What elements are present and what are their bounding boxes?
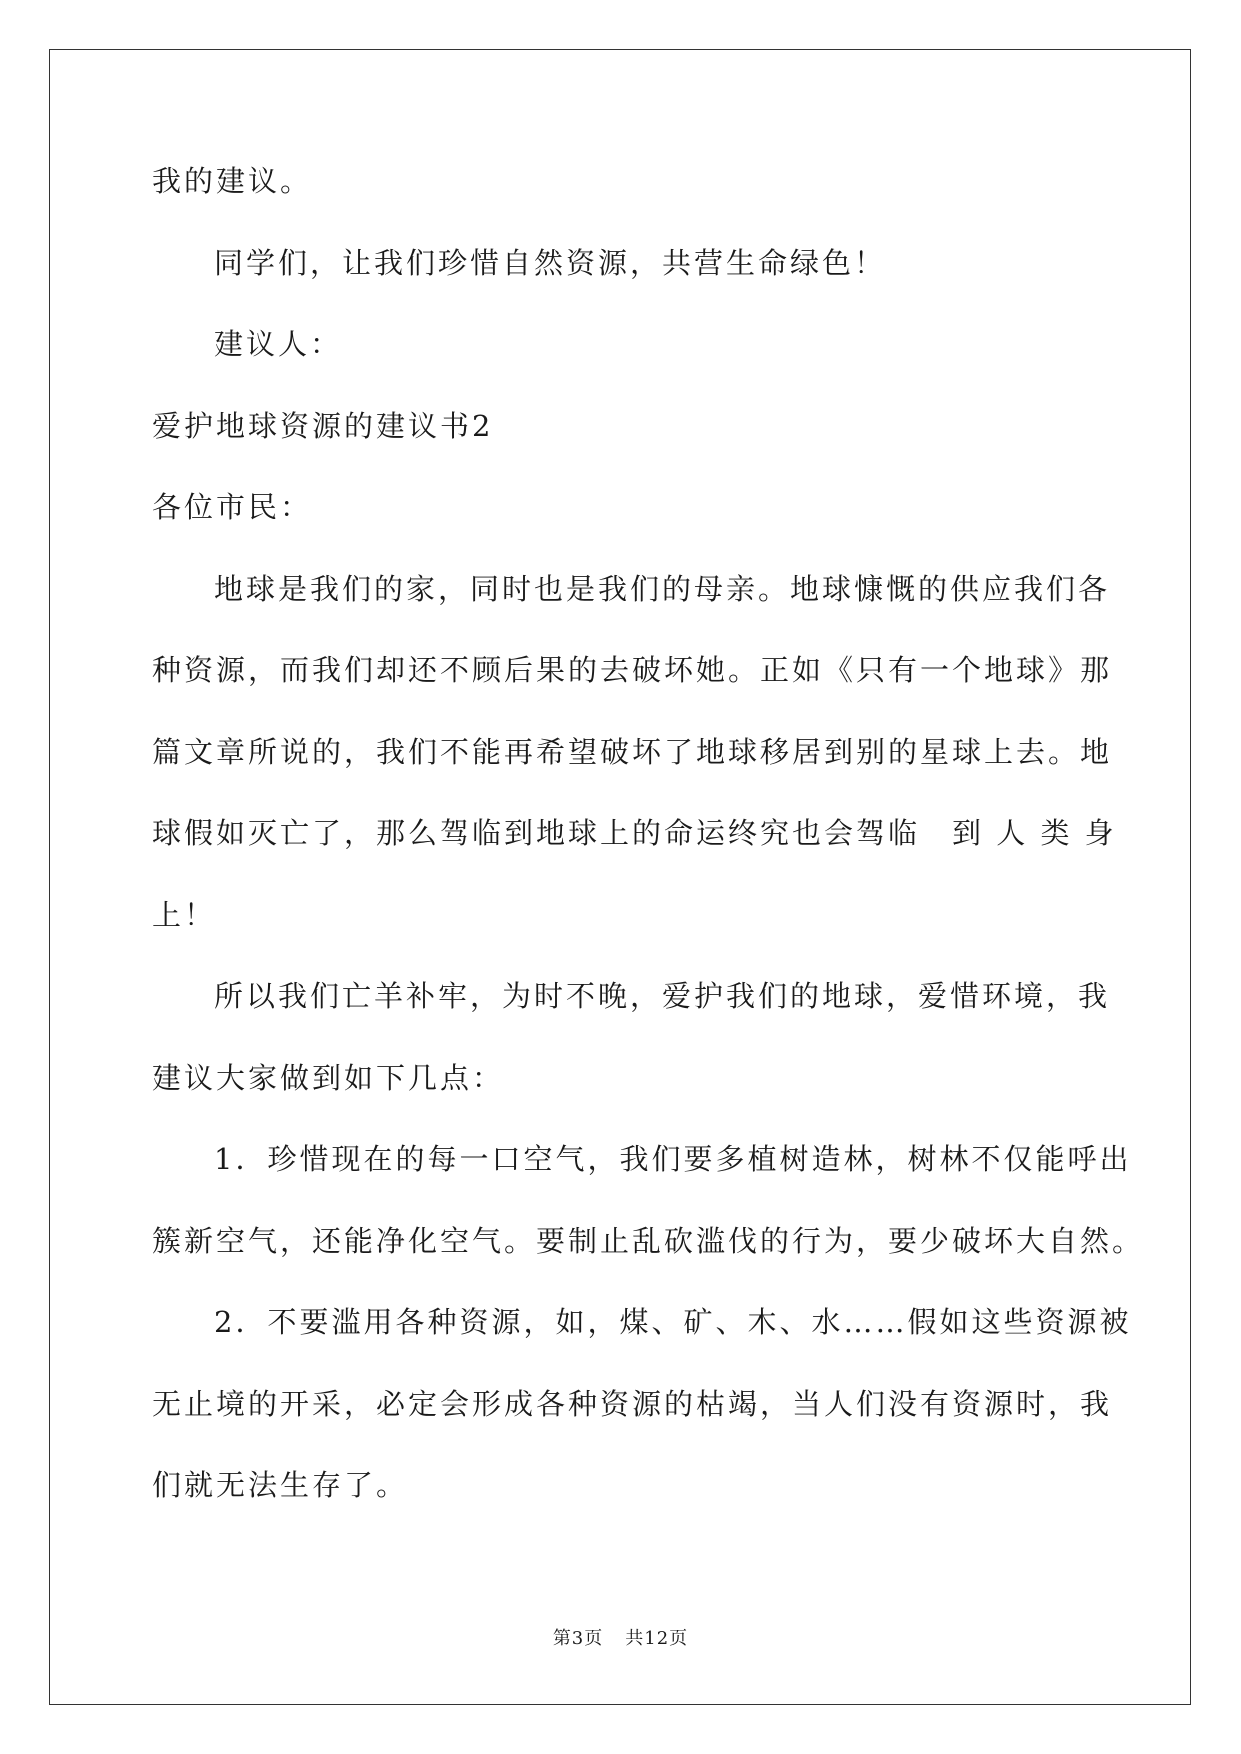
text-line-15: 2．不要滥用各种资源，如，煤、矿、木、水……假如这些资源被 <box>214 1305 1132 1339</box>
text-line-13: 1．珍惜现在的每一口空气，我们要多植树造林，树林不仅能呼出 <box>214 1142 1132 1176</box>
text-line-9: 球假如灭亡了，那么驾临到地球上的命运终究也会驾临 到 人 类 身 <box>152 816 1117 850</box>
text-line-10: 上！ <box>152 898 217 932</box>
page-footer <box>0 1627 1241 1651</box>
section-heading: 爱护地球资源的建议书2 <box>152 409 494 443</box>
text-line-17: 们就无法生存了。 <box>152 1468 409 1502</box>
text-line-14: 簇新空气，还能净化空气。要制止乱砍滥伐的行为，要少破坏大自然。 <box>152 1224 1145 1258</box>
text-line-1: 我的建议。 <box>152 164 313 198</box>
text-line-16: 无止境的开采，必定会形成各种资源的枯竭，当人们没有资源时，我 <box>152 1387 1113 1421</box>
text-line-3: 建议人： <box>214 327 343 361</box>
text-line-7: 种资源，而我们却还不顾后果的去破坏她。正如《只有一个地球》那 <box>152 653 1113 687</box>
text-line-11: 所以我们亡羊补牢，为时不晚，爱护我们的地球，爱惜环境，我 <box>214 979 1111 1013</box>
page-total: 共12页 <box>625 1628 689 1649</box>
salutation: 各位市民： <box>152 490 313 524</box>
text-line-2: 同学们，让我们珍惜自然资源，共营生命绿色！ <box>214 246 887 280</box>
text-line-6: 地球是我们的家，同时也是我们的母亲。地球慷慨的供应我们各 <box>214 572 1111 606</box>
text-line-12: 建议大家做到如下几点： <box>152 1061 505 1095</box>
page-border <box>49 49 1191 1705</box>
text-line-8: 篇文章所说的，我们不能再希望破坏了地球移居到别的星球上去。地 <box>152 735 1113 769</box>
page-number: 第3页 <box>552 1628 604 1649</box>
